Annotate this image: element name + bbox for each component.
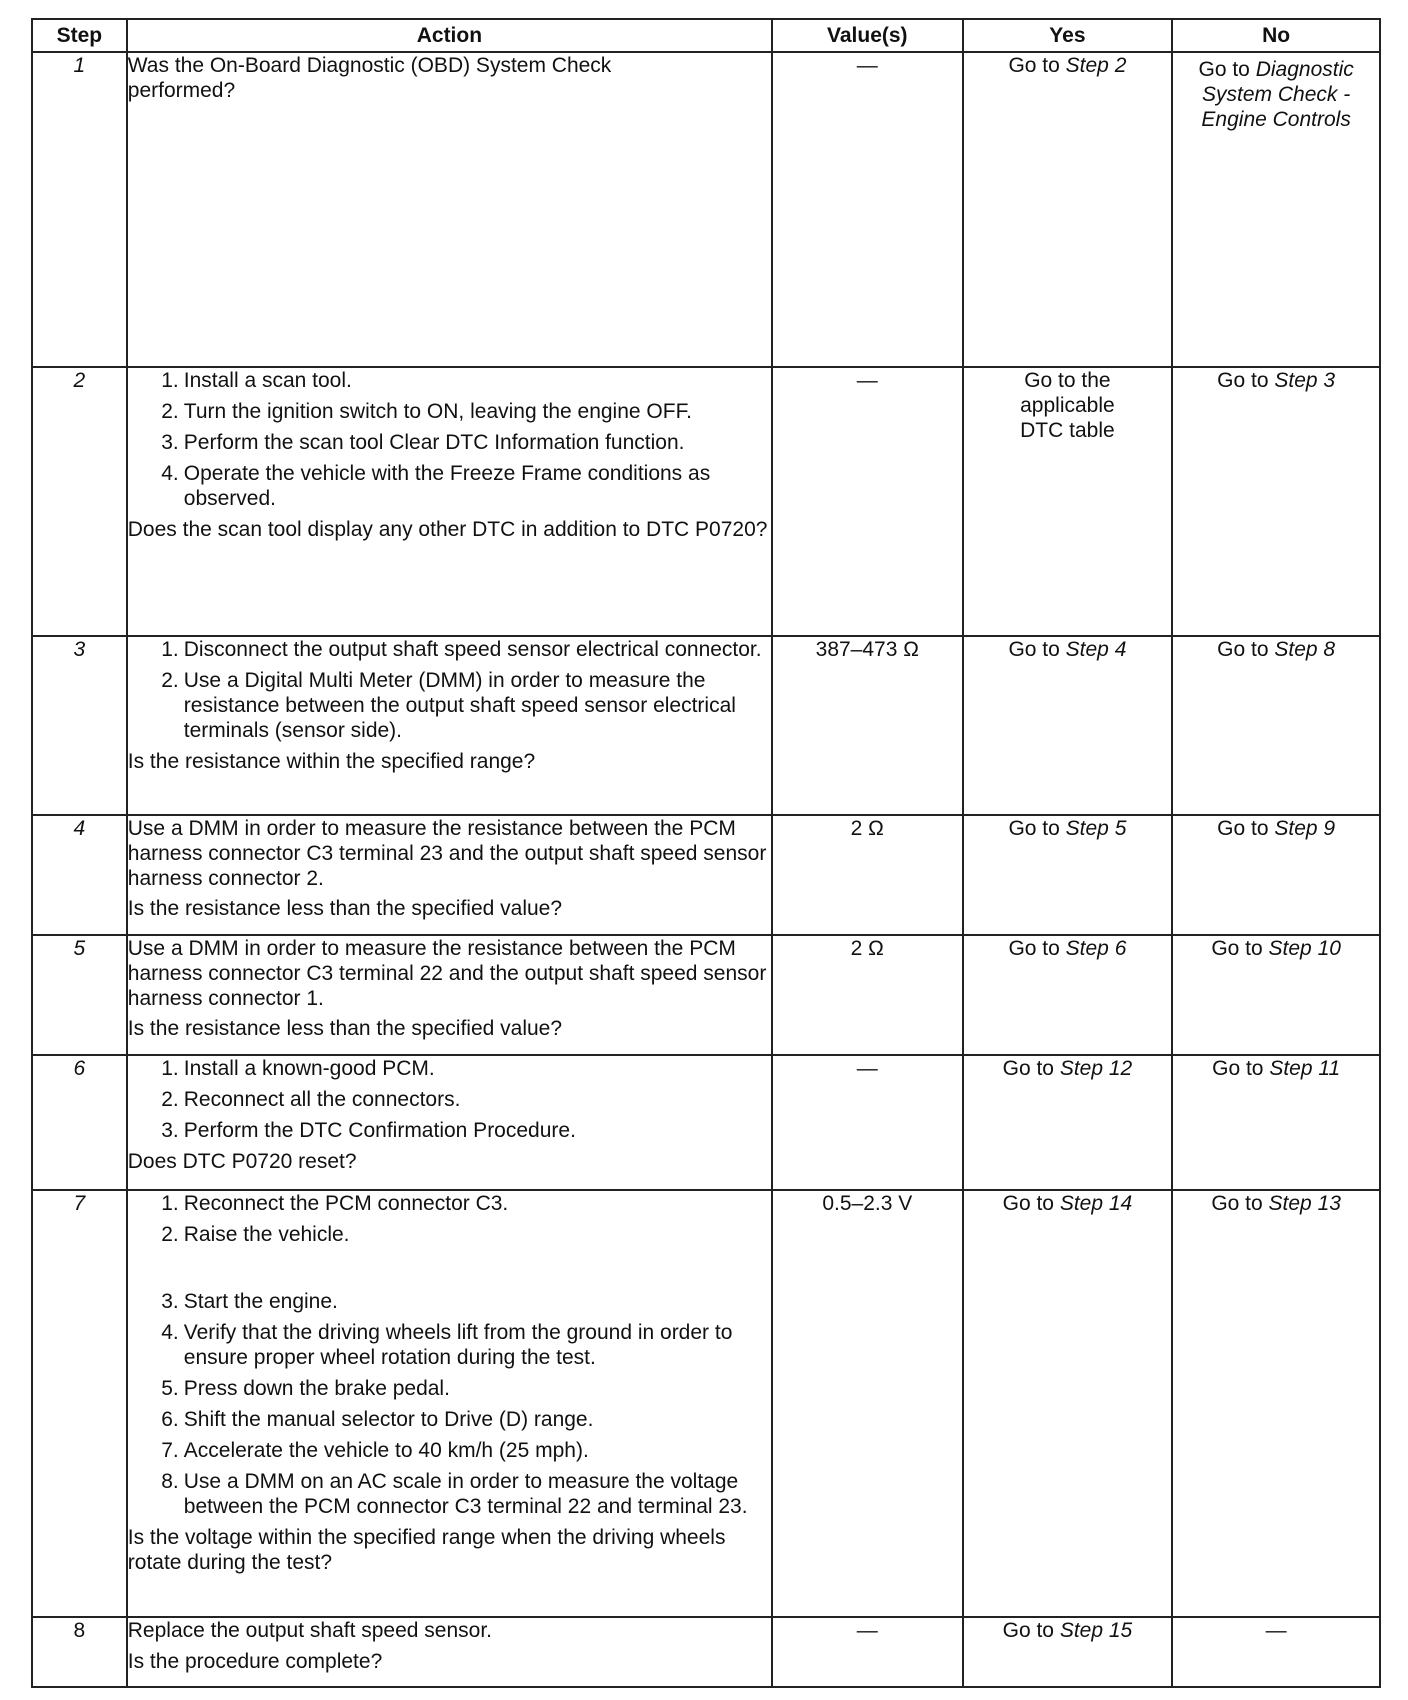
list-item: 2. Raise the vehicle. — [161, 1223, 350, 1246]
step-link: Step 15 — [1059, 1619, 1133, 1642]
value-cell: — — [772, 1617, 963, 1687]
step-link: Step 8 — [1274, 638, 1336, 661]
no-cell: Go to Step 11 — [1172, 1055, 1380, 1190]
action-cell — [127, 1190, 772, 1617]
list-item: 1. Install a known-good PCM. — [161, 1057, 435, 1080]
table-row — [32, 1190, 1380, 1617]
action-cell — [127, 52, 772, 367]
list-item: 2. Reconnect all the connectors. — [161, 1088, 461, 1111]
yes-cell: Go to Step 5 — [963, 815, 1173, 935]
step-number: 4 — [32, 815, 127, 935]
action-cell — [127, 1617, 772, 1687]
list-item: 4. Verify that the driving wheels lift from the ground in order to ensure proper wheel rotation during the test. — [161, 1321, 733, 1369]
header-row — [32, 19, 1380, 52]
step-link: Step 9 — [1274, 817, 1336, 840]
yes-cell: Go to Step 12 — [963, 1055, 1173, 1190]
value-cell: — — [772, 367, 963, 636]
action-cell — [127, 815, 772, 935]
action-cell — [127, 935, 772, 1055]
action-question: Is the resistance less than the specified value? — [127, 897, 563, 920]
list-item: 6. Shift the manual selector to Drive (D) range. — [161, 1408, 594, 1431]
step-number: 7 — [32, 1190, 127, 1617]
list-item: 1. Disconnect the output shaft speed sensor electrical connector. — [161, 638, 762, 661]
list-item: 3. Start the engine. — [161, 1290, 338, 1313]
step-link: Step 2 — [1065, 54, 1127, 77]
list-item: 2. Turn the ignition switch to ON, leaving the engine OFF. — [161, 400, 692, 423]
yes-cell: Go to Step 4 — [963, 636, 1173, 815]
action-question: Does DTC P0720 reset? — [127, 1150, 357, 1173]
no-cell: Go to Step 3 — [1172, 367, 1380, 636]
value-cell: 0.5–2.3 V — [772, 1190, 963, 1617]
action-question: Was the On-Board Diagnostic (OBD) System Check performed? — [127, 54, 612, 102]
yes-cell: Go to Step 2 — [963, 52, 1173, 367]
value-cell: 387–473 Ω — [772, 636, 963, 815]
step-link: Step 4 — [1065, 638, 1127, 661]
table-row — [32, 367, 1380, 636]
no-cell: — — [1172, 1617, 1380, 1687]
step-number: 3 — [32, 636, 127, 815]
header-step: Step — [32, 19, 127, 52]
yes-cell: Go to Step 14 — [963, 1190, 1173, 1617]
step-link: Step 3 — [1274, 369, 1336, 392]
header-action: Action — [127, 19, 772, 52]
table-row — [32, 1617, 1380, 1687]
action-lead: Use a DMM in order to measure the resistance between the PCM harness connector C3 terminal 23 and the output shaft speed sensor harness connector 2. — [127, 817, 767, 890]
action-list — [128, 1056, 771, 1143]
value-cell: 2 Ω — [772, 935, 963, 1055]
yes-cell: Go to Step 6 — [963, 935, 1173, 1055]
diagnostic-table — [31, 18, 1381, 1688]
step-number: 2 — [32, 367, 127, 636]
action-lead: Replace the output shaft speed sensor. — [127, 1619, 493, 1642]
no-cell: Go to Step 9 — [1172, 815, 1380, 935]
action-question: Is the procedure complete? — [127, 1650, 383, 1673]
no-cell: Go to Step 8 — [1172, 636, 1380, 815]
no-cell: Go to Step 10 — [1172, 935, 1380, 1055]
list-item: 2. Use a Digital Multi Meter (DMM) in order to measure the resistance between the output shaft speed sensor electrical terminals (sensor side). — [161, 669, 736, 742]
yes-cell: Go to the applicable DTC table — [963, 367, 1173, 636]
action-cell — [127, 1055, 772, 1190]
no-cell: Go to Step 13 — [1172, 1190, 1380, 1617]
step-number: 5 — [32, 935, 127, 1055]
no-cell: Go to Diagnostic System Check - Engine Controls — [1172, 52, 1380, 367]
step-link: Step 12 — [1059, 1057, 1133, 1080]
list-item: 5. Press down the brake pedal. — [161, 1377, 450, 1400]
header-values: Value(s) — [772, 19, 963, 52]
action-cell — [127, 636, 772, 815]
step-link: Diagnostic System Check - Engine Controls — [1201, 58, 1354, 131]
table-row — [32, 636, 1380, 815]
value-cell: — — [772, 52, 963, 367]
list-item: 3. Perform the DTC Confirmation Procedure. — [161, 1119, 576, 1142]
list-item: 1. Reconnect the PCM connector C3. — [161, 1192, 509, 1215]
table-row — [32, 935, 1380, 1055]
header-no: No — [1172, 19, 1380, 52]
step-link: Step 5 — [1065, 817, 1127, 840]
action-cell — [127, 367, 772, 636]
step-link: Step 13 — [1268, 1192, 1341, 1215]
step-number: 1 — [32, 52, 127, 367]
action-question: Does the scan tool display any other DTC in addition to DTC P0720? — [127, 518, 768, 541]
step-link: Step 11 — [1269, 1057, 1341, 1080]
step-number: 6 — [32, 1055, 127, 1190]
step-number: 8 — [32, 1617, 127, 1687]
action-question: Is the voltage within the specified range when the driving wheels rotate during the test? — [127, 1526, 726, 1574]
header-yes: Yes — [963, 19, 1173, 52]
list-item: 1. Install a scan tool. — [161, 369, 352, 392]
list-item: 3. Perform the scan tool Clear DTC Information function. — [161, 431, 685, 454]
action-list — [128, 368, 771, 511]
action-list — [128, 1191, 771, 1519]
table-row — [32, 815, 1380, 935]
list-item: 4. Operate the vehicle with the Freeze Frame conditions as observed. — [161, 462, 711, 510]
step-link: Step 14 — [1059, 1192, 1133, 1215]
value-cell: 2 Ω — [772, 815, 963, 935]
list-item: 8. Use a DMM on an AC scale in order to measure the voltage between the PCM connector C3 terminal 22 and terminal 23. — [161, 1470, 748, 1518]
list-item: 7. Accelerate the vehicle to 40 km/h (25 mph). — [161, 1439, 589, 1462]
step-link: Step 10 — [1268, 937, 1341, 960]
yes-cell: Go to Step 15 — [963, 1617, 1173, 1687]
action-list — [128, 637, 771, 743]
action-question: Is the resistance within the specified range? — [127, 750, 536, 773]
table-row — [32, 1055, 1380, 1190]
action-question: Is the resistance less than the specified value? — [127, 1017, 563, 1040]
value-cell: — — [772, 1055, 963, 1190]
table-row — [32, 52, 1380, 367]
action-lead: Use a DMM in order to measure the resistance between the PCM harness connector C3 terminal 22 and the output shaft speed sensor harness connector 1. — [127, 937, 767, 1010]
step-link: Step 6 — [1065, 937, 1127, 960]
